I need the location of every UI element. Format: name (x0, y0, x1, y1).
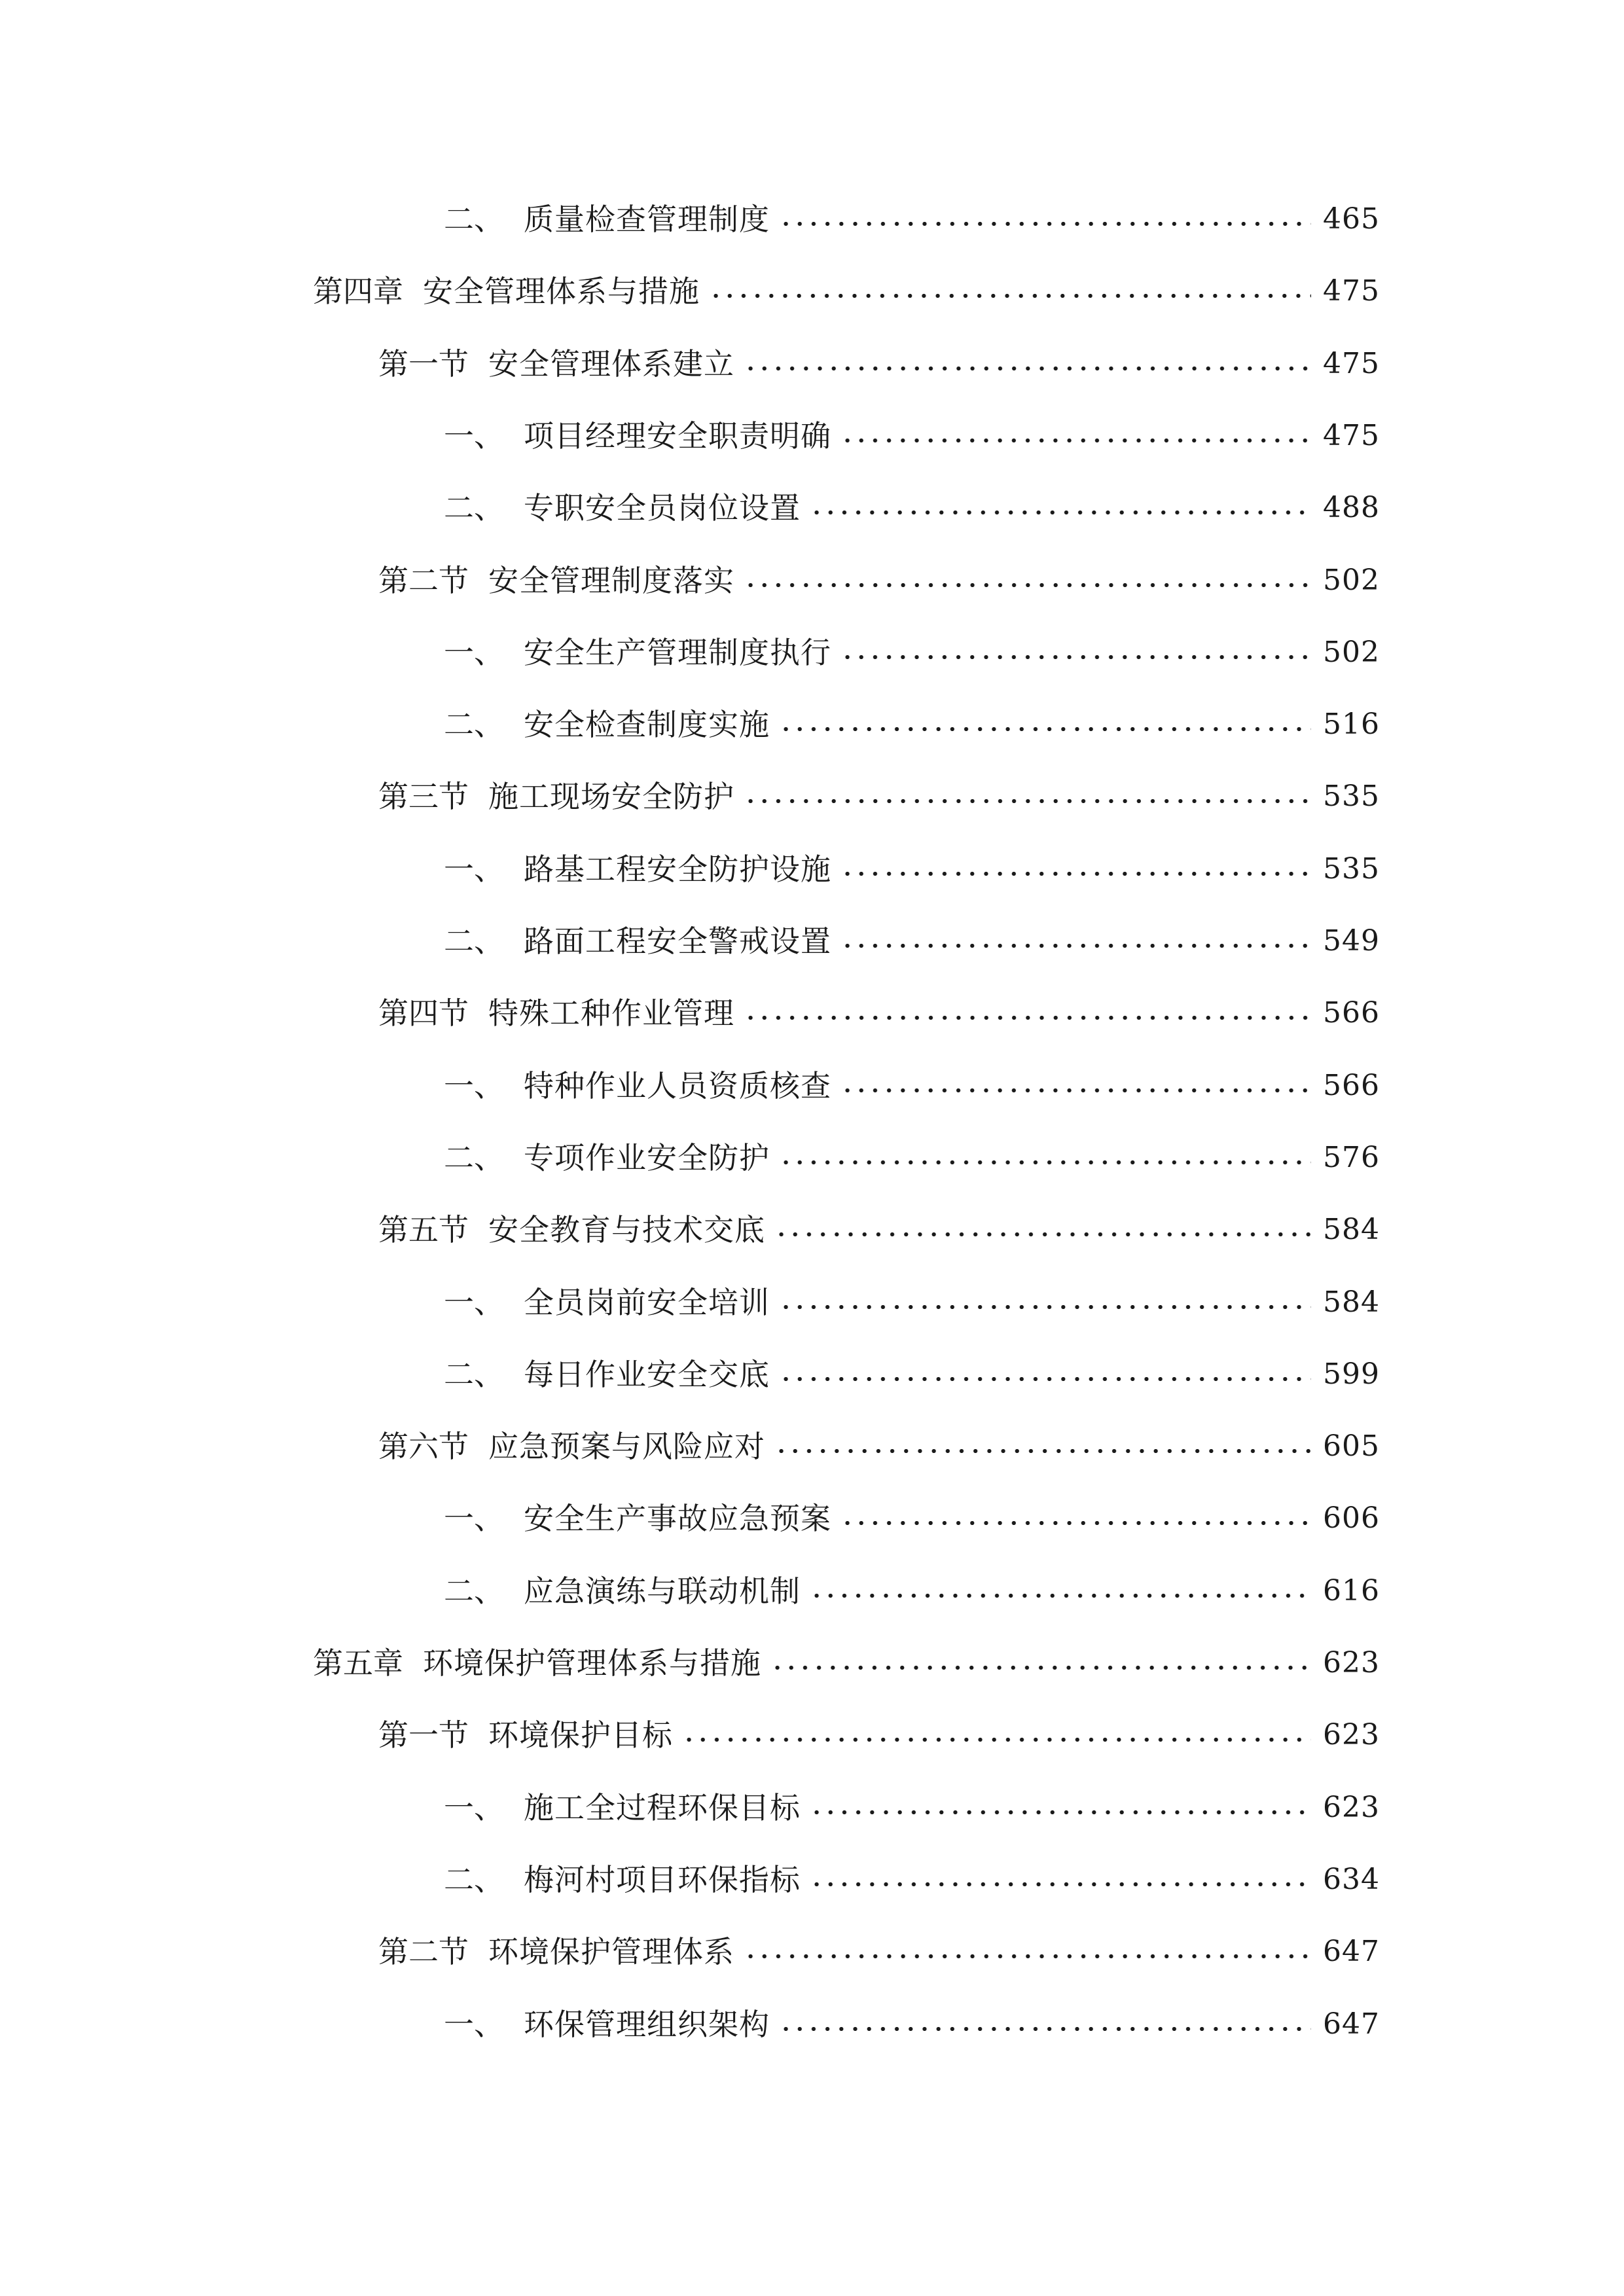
toc-page-number: 647 (1323, 2007, 1380, 2041)
toc-entry-item[interactable] (444, 1854, 1380, 1906)
toc-entry-number: 第四节 (378, 996, 469, 1031)
toc-page-number: 535 (1323, 780, 1380, 814)
toc-entry-chapter[interactable] (313, 265, 1380, 317)
toc-entry-number: 第四章 (313, 274, 403, 310)
toc-page-number: 576 (1323, 1140, 1380, 1174)
toc-entry-number: 二、 (444, 1573, 504, 1609)
toc-entry-item[interactable] (444, 410, 1380, 462)
toc-entry-title: 全员岗前安全培训 (524, 1284, 770, 1320)
toc-page-number: 566 (1323, 996, 1380, 1030)
toc-entry-number: 二、 (444, 202, 504, 237)
toc-page-number: 475 (1323, 418, 1380, 452)
toc-entry-number: 第三节 (378, 779, 469, 815)
toc-entry-chapter[interactable] (313, 1637, 1380, 1689)
toc-entry-item[interactable] (444, 843, 1380, 895)
toc-entry-number: 二、 (444, 1139, 504, 1175)
toc-entry-number: 一、 (444, 418, 504, 454)
toc-page-number: 584 (1323, 1213, 1380, 1247)
dot-leader (810, 511, 1311, 514)
toc-entry-section[interactable] (378, 1926, 1380, 1978)
toc-entry-title: 环境保护管理体系与措施 (423, 1645, 761, 1681)
dot-leader (709, 294, 1311, 298)
dot-leader (744, 1016, 1311, 1020)
toc-entry-section[interactable] (378, 1420, 1380, 1473)
toc-page-number: 606 (1323, 1501, 1380, 1535)
toc-page-number: 516 (1323, 708, 1380, 742)
dot-leader (682, 1738, 1311, 1742)
toc-entry-section[interactable] (378, 987, 1380, 1039)
toc-entry-title: 施工现场安全防护 (488, 779, 734, 815)
toc-entry-title: 安全管理体系建立 (488, 346, 734, 382)
toc-page-number: 535 (1323, 852, 1380, 886)
toc-entry-section[interactable] (378, 1204, 1380, 1256)
toc-entry-number: 第一节 (378, 346, 469, 382)
toc-entry-number: 一、 (444, 851, 504, 887)
toc-entry-section[interactable] (378, 770, 1380, 823)
toc-entry-title: 专职安全员岗位设置 (524, 490, 801, 526)
dot-leader (779, 1377, 1311, 1381)
toc-entry-title: 施工全过程环保目标 (524, 1789, 801, 1825)
toc-entry-title: 应急预案与风险应对 (488, 1429, 765, 1465)
toc-entry-item[interactable] (444, 193, 1380, 245)
toc-page-number: 488 (1323, 491, 1380, 525)
toc-entry-number: 二、 (444, 490, 504, 526)
toc-entry-number: 二、 (444, 1356, 504, 1392)
toc-entry-number: 一、 (444, 1067, 504, 1103)
toc-entry-number: 第五节 (378, 1212, 469, 1248)
toc-entry-item[interactable] (444, 626, 1380, 679)
toc-entry-number: 二、 (444, 1861, 504, 1897)
dot-leader (779, 1305, 1311, 1309)
toc-page-number: 605 (1323, 1429, 1380, 1463)
toc-entry-title: 特殊工种作业管理 (488, 996, 734, 1031)
toc-entry-item[interactable] (444, 915, 1380, 967)
dot-leader (840, 1521, 1311, 1525)
dot-leader (810, 1594, 1311, 1598)
toc-page-number: 623 (1323, 1790, 1380, 1824)
toc-page-number: 502 (1323, 563, 1380, 597)
toc-page-number: 634 (1323, 1862, 1380, 1896)
toc-entry-title: 路基工程安全防护设施 (524, 851, 831, 887)
toc-page-number: 475 (1323, 346, 1380, 380)
toc-page-number: 599 (1323, 1357, 1380, 1391)
toc-entry-title: 梅河村项目环保指标 (524, 1861, 801, 1897)
toc-page-number: 566 (1323, 1068, 1380, 1102)
dot-leader (779, 1160, 1311, 1164)
toc-entry-number: 第六节 (378, 1429, 469, 1465)
toc-entry-item[interactable] (444, 1060, 1380, 1112)
toc-page-number: 647 (1323, 1935, 1380, 1969)
toc-entry-title: 安全管理制度落实 (488, 562, 734, 598)
toc-entry-number: 第五章 (313, 1645, 403, 1681)
toc-entry-title: 安全管理体系与措施 (423, 274, 700, 310)
toc-entry-item[interactable] (444, 482, 1380, 534)
dot-leader (840, 439, 1311, 442)
toc-page-number: 584 (1323, 1285, 1380, 1319)
toc-entry-section[interactable] (378, 338, 1380, 390)
toc-entry-item[interactable] (444, 1565, 1380, 1617)
dot-leader (779, 727, 1311, 731)
dot-leader (744, 799, 1311, 803)
toc-entry-title: 安全教育与技术交底 (488, 1212, 765, 1248)
toc-entry-item[interactable] (444, 1782, 1380, 1834)
dot-leader (779, 2027, 1311, 2031)
toc-entry-title: 质量检查管理制度 (524, 202, 770, 237)
dot-leader (840, 944, 1311, 948)
toc-entry-number: 一、 (444, 1789, 504, 1825)
toc-page-number: 502 (1323, 635, 1380, 669)
toc-page-number: 616 (1323, 1573, 1380, 1607)
toc-entry-item[interactable] (444, 1348, 1380, 1401)
dot-leader (810, 1882, 1311, 1886)
dot-leader (744, 367, 1311, 370)
dot-leader (810, 1810, 1311, 1814)
dot-leader (774, 1232, 1311, 1236)
dot-leader (770, 1666, 1311, 1670)
toc-entry-section[interactable] (378, 1709, 1380, 1761)
toc-entry-title: 专项作业安全防护 (524, 1139, 770, 1175)
dot-leader (744, 1954, 1311, 1958)
toc-page-number: 623 (1323, 1718, 1380, 1752)
dot-leader (779, 222, 1311, 226)
toc-entry-number: 二、 (444, 707, 504, 743)
toc-entry-item[interactable] (444, 698, 1380, 751)
toc-entry-title: 应急演练与联动机制 (524, 1573, 801, 1609)
toc-entry-number: 一、 (444, 634, 504, 670)
toc-entry-number: 第二节 (378, 1934, 469, 1970)
toc-entry-title: 项目经理安全职责明确 (524, 418, 831, 454)
toc-entry-title: 环境保护管理体系 (488, 1934, 734, 1970)
dot-leader (774, 1449, 1311, 1453)
toc-page-number: 549 (1323, 924, 1380, 958)
toc-entry-item[interactable] (444, 1132, 1380, 1184)
toc-entry-item[interactable] (444, 1276, 1380, 1329)
toc-entry-title: 路面工程安全警戒设置 (524, 924, 831, 959)
dot-leader (840, 872, 1311, 876)
toc-entry-section[interactable] (378, 554, 1380, 607)
dot-leader (744, 583, 1311, 587)
toc-entry-number: 一、 (444, 2006, 504, 2042)
toc-entry-title: 安全检查制度实施 (524, 707, 770, 743)
toc-entry-item[interactable] (444, 1998, 1380, 2051)
toc-entry-title: 特种作业人员资质核查 (524, 1067, 831, 1103)
toc-entry-title: 环保管理组织架构 (524, 2006, 770, 2042)
toc-page-number: 623 (1323, 1646, 1380, 1679)
toc-entry-number: 一、 (444, 1284, 504, 1320)
toc-entry-title: 安全生产事故应急预案 (524, 1501, 831, 1537)
toc-entry-number: 第二节 (378, 562, 469, 598)
toc-entry-title: 安全生产管理制度执行 (524, 634, 831, 670)
toc-entry-number: 第一节 (378, 1717, 469, 1753)
toc-entry-number: 二、 (444, 924, 504, 959)
dot-leader (840, 1088, 1311, 1092)
dot-leader (840, 655, 1311, 659)
toc-page-number: 465 (1323, 202, 1380, 236)
toc-entry-number: 一、 (444, 1501, 504, 1537)
toc-entry-item[interactable] (444, 1492, 1380, 1545)
toc-page-number: 475 (1323, 274, 1380, 308)
toc-entry-title: 环境保护目标 (488, 1717, 673, 1753)
toc-entry-title: 每日作业安全交底 (524, 1356, 770, 1392)
